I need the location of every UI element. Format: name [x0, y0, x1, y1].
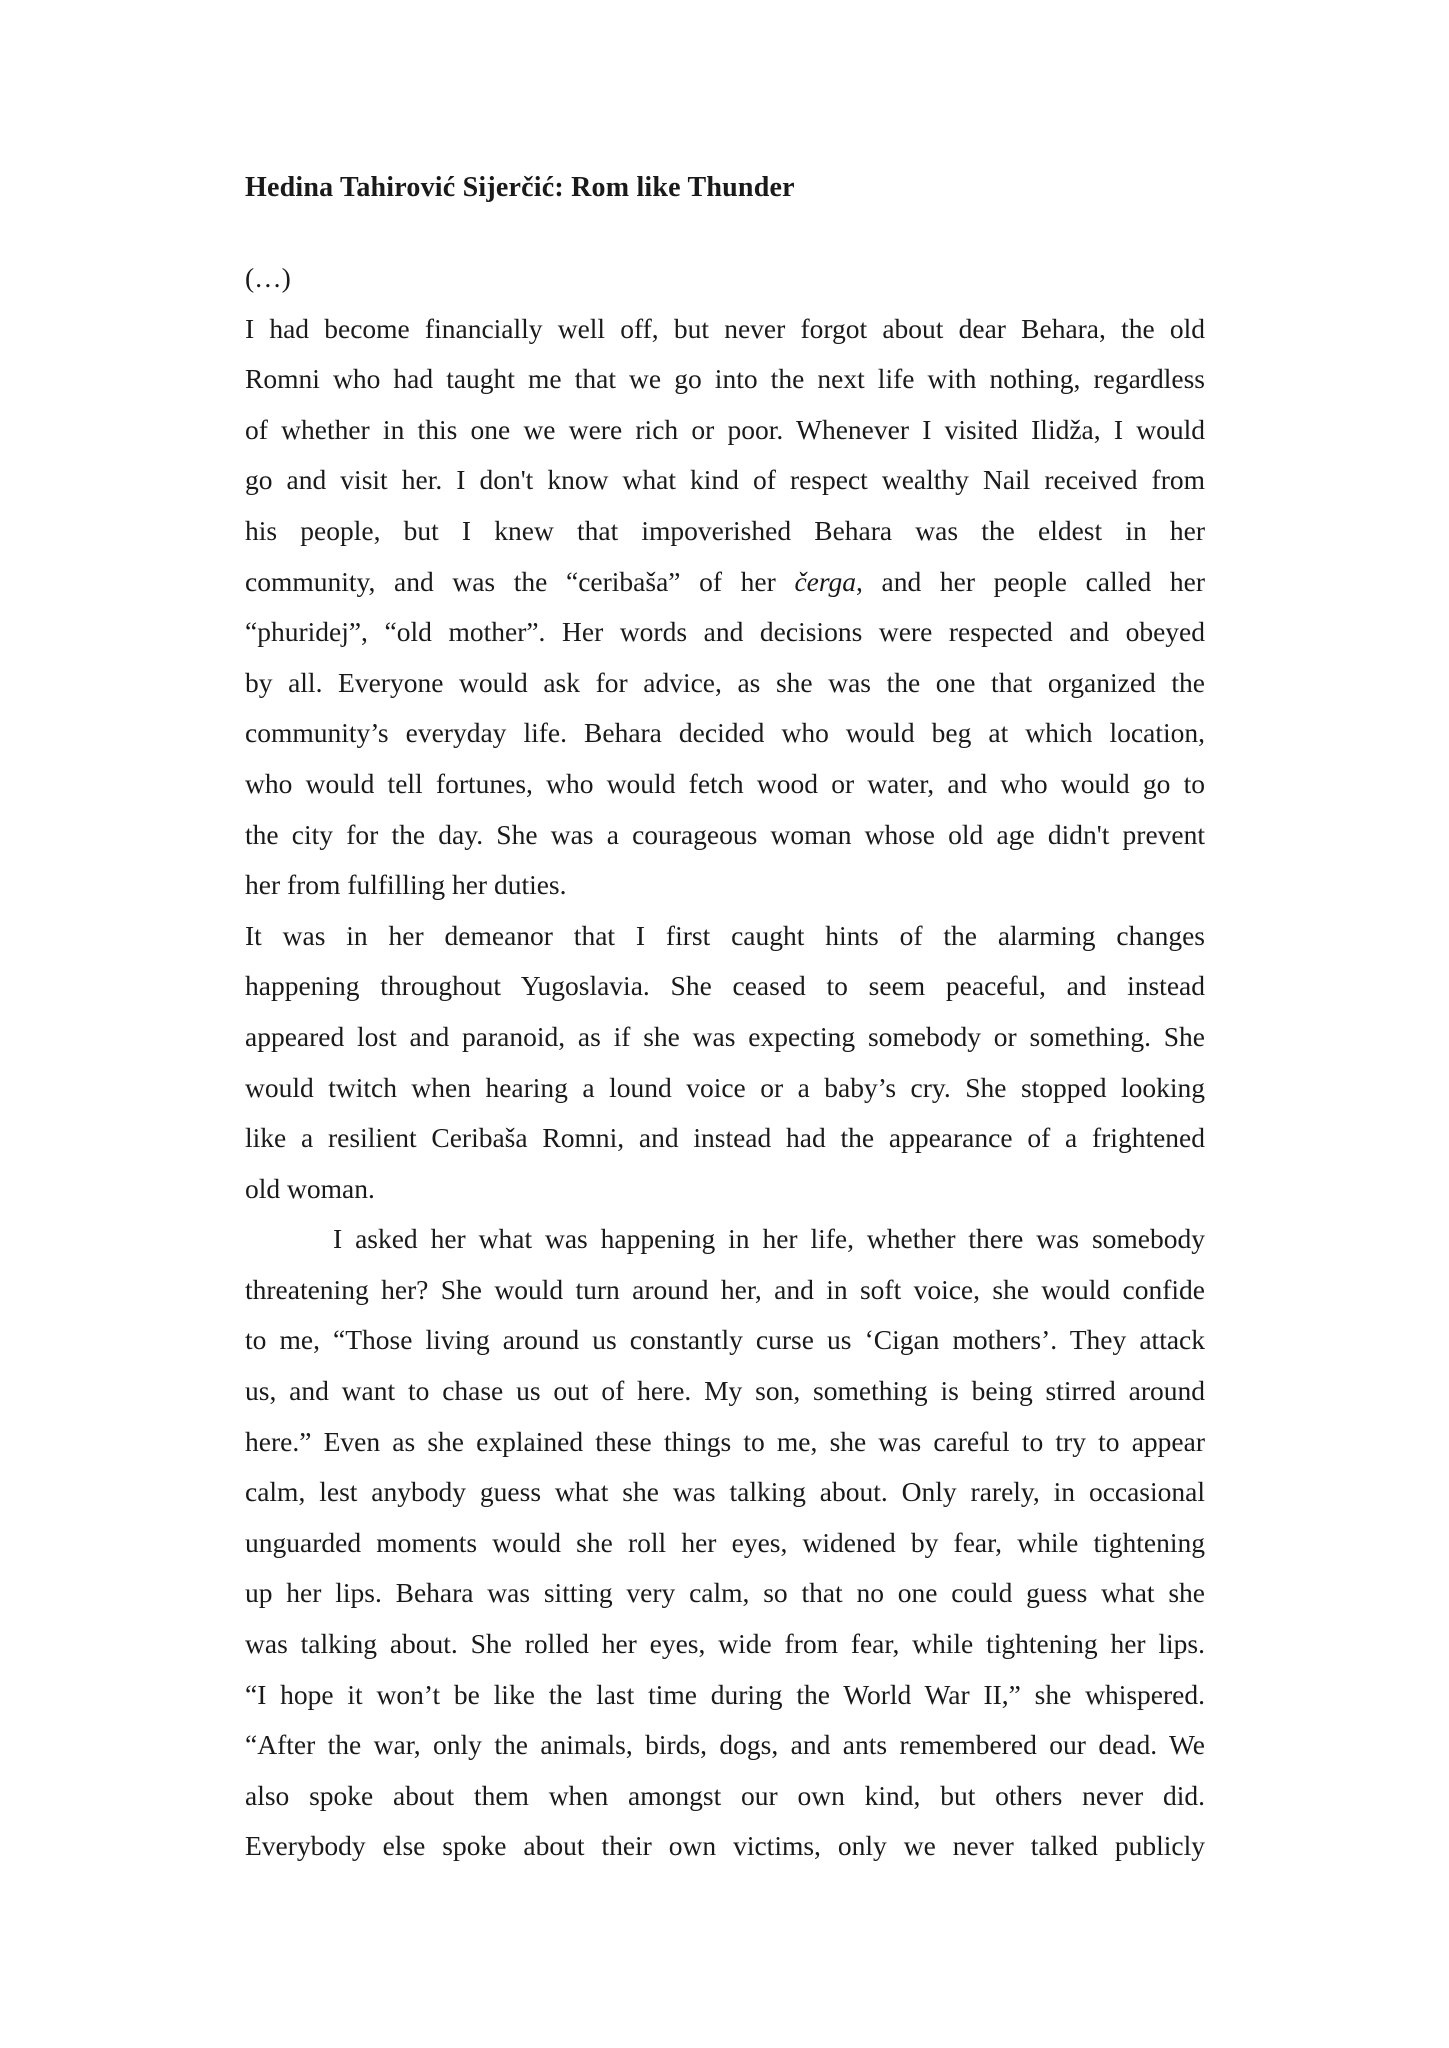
text-segment: community, and was the “ceribaša” of her	[245, 565, 795, 597]
text-line: Everybody else spoke about their own victims, only we never talked publicly	[245, 1830, 1205, 1862]
text-line: appeared lost and paranoid, as if she was expecting somebody or something. She	[245, 1020, 1205, 1052]
text-line: It was in her demeanor that I first caught hints of the alarming changes	[245, 919, 1205, 951]
text-line: her from fulfilling her duties.	[245, 869, 567, 901]
text-line: also spoke about them when amongst our own kind, but others never did.	[245, 1779, 1205, 1811]
text-line: “I hope it won’t be like the last time during the World War II,” she whispered.	[245, 1678, 1205, 1710]
document-title: Hedina Tahirović Sijerčić: Rom like Thunder	[245, 172, 795, 203]
text-line: calm, lest anybody guess what she was talking about. Only rarely, in occasional	[245, 1476, 1205, 1508]
text-line: threatening her? She would turn around her, and in soft voice, she would confide	[245, 1273, 1205, 1305]
text-line: of whether in this one we were rich or poor. Whenever I visited Ilidža, I would	[245, 413, 1205, 445]
text-line: here.” Even as she explained these things to me, she was careful to try to appear	[245, 1425, 1205, 1457]
text-line: community’s everyday life. Behara decided who would beg at which location,	[245, 717, 1205, 749]
document-body	[245, 253, 1205, 1872]
text-line: old woman.	[245, 1172, 375, 1204]
text-line: I had become financially well off, but never forgot about dear Behara, the old	[245, 312, 1205, 344]
text-line: happening throughout Yugoslavia. She ceased to seem peaceful, and instead	[245, 970, 1205, 1002]
text-line: would twitch when hearing a lound voice or a baby’s cry. She stopped looking	[245, 1071, 1205, 1103]
text-line: his people, but I knew that impoverished Behara was the eldest in her	[245, 514, 1205, 546]
text-line: up her lips. Behara was sitting very calm, so that no one could guess what she	[245, 1577, 1205, 1609]
text-line: who would tell fortunes, who would fetch wood or water, and who would go to	[245, 767, 1205, 799]
text-line: “After the war, only the animals, birds, dogs, and ants remembered our dead. We	[245, 1729, 1205, 1761]
text-line: unguarded moments would she roll her eyes, widened by fear, while tightening	[245, 1526, 1205, 1558]
text-line: like a resilient Ceribaša Romni, and instead had the appearance of a frightened	[245, 1122, 1205, 1154]
text-line: “phuridej”, “old mother”. Her words and decisions were respected and obeyed	[245, 616, 1205, 648]
text-line: us, and want to chase us out of here. My son, something is being stirred around	[245, 1375, 1205, 1407]
ellipsis-line: (…)	[245, 262, 291, 293]
text-line: go and visit her. I don't know what kind of respect wealthy Nail received from	[245, 464, 1205, 496]
text-line: Romni who had taught me that we go into the next life with nothing, regardless	[245, 363, 1205, 395]
text-line: I asked her what was happening in her life, whether there was somebody	[333, 1223, 1205, 1255]
text-line: the city for the day. She was a courageous woman whose old age didn't prevent	[245, 818, 1205, 850]
text-segment: , and her people called her	[856, 565, 1205, 597]
italic-term: čerga	[794, 565, 857, 597]
text-line: was talking about. She rolled her eyes, wide from fear, while tightening her lips.	[245, 1628, 1205, 1660]
text-line	[245, 557, 1205, 608]
text-line: to me, “Those living around us constantly curse us ‘Cigan mothers’. They attack	[245, 1324, 1205, 1356]
text-line: by all. Everyone would ask for advice, as she was the one that organized the	[245, 666, 1205, 698]
